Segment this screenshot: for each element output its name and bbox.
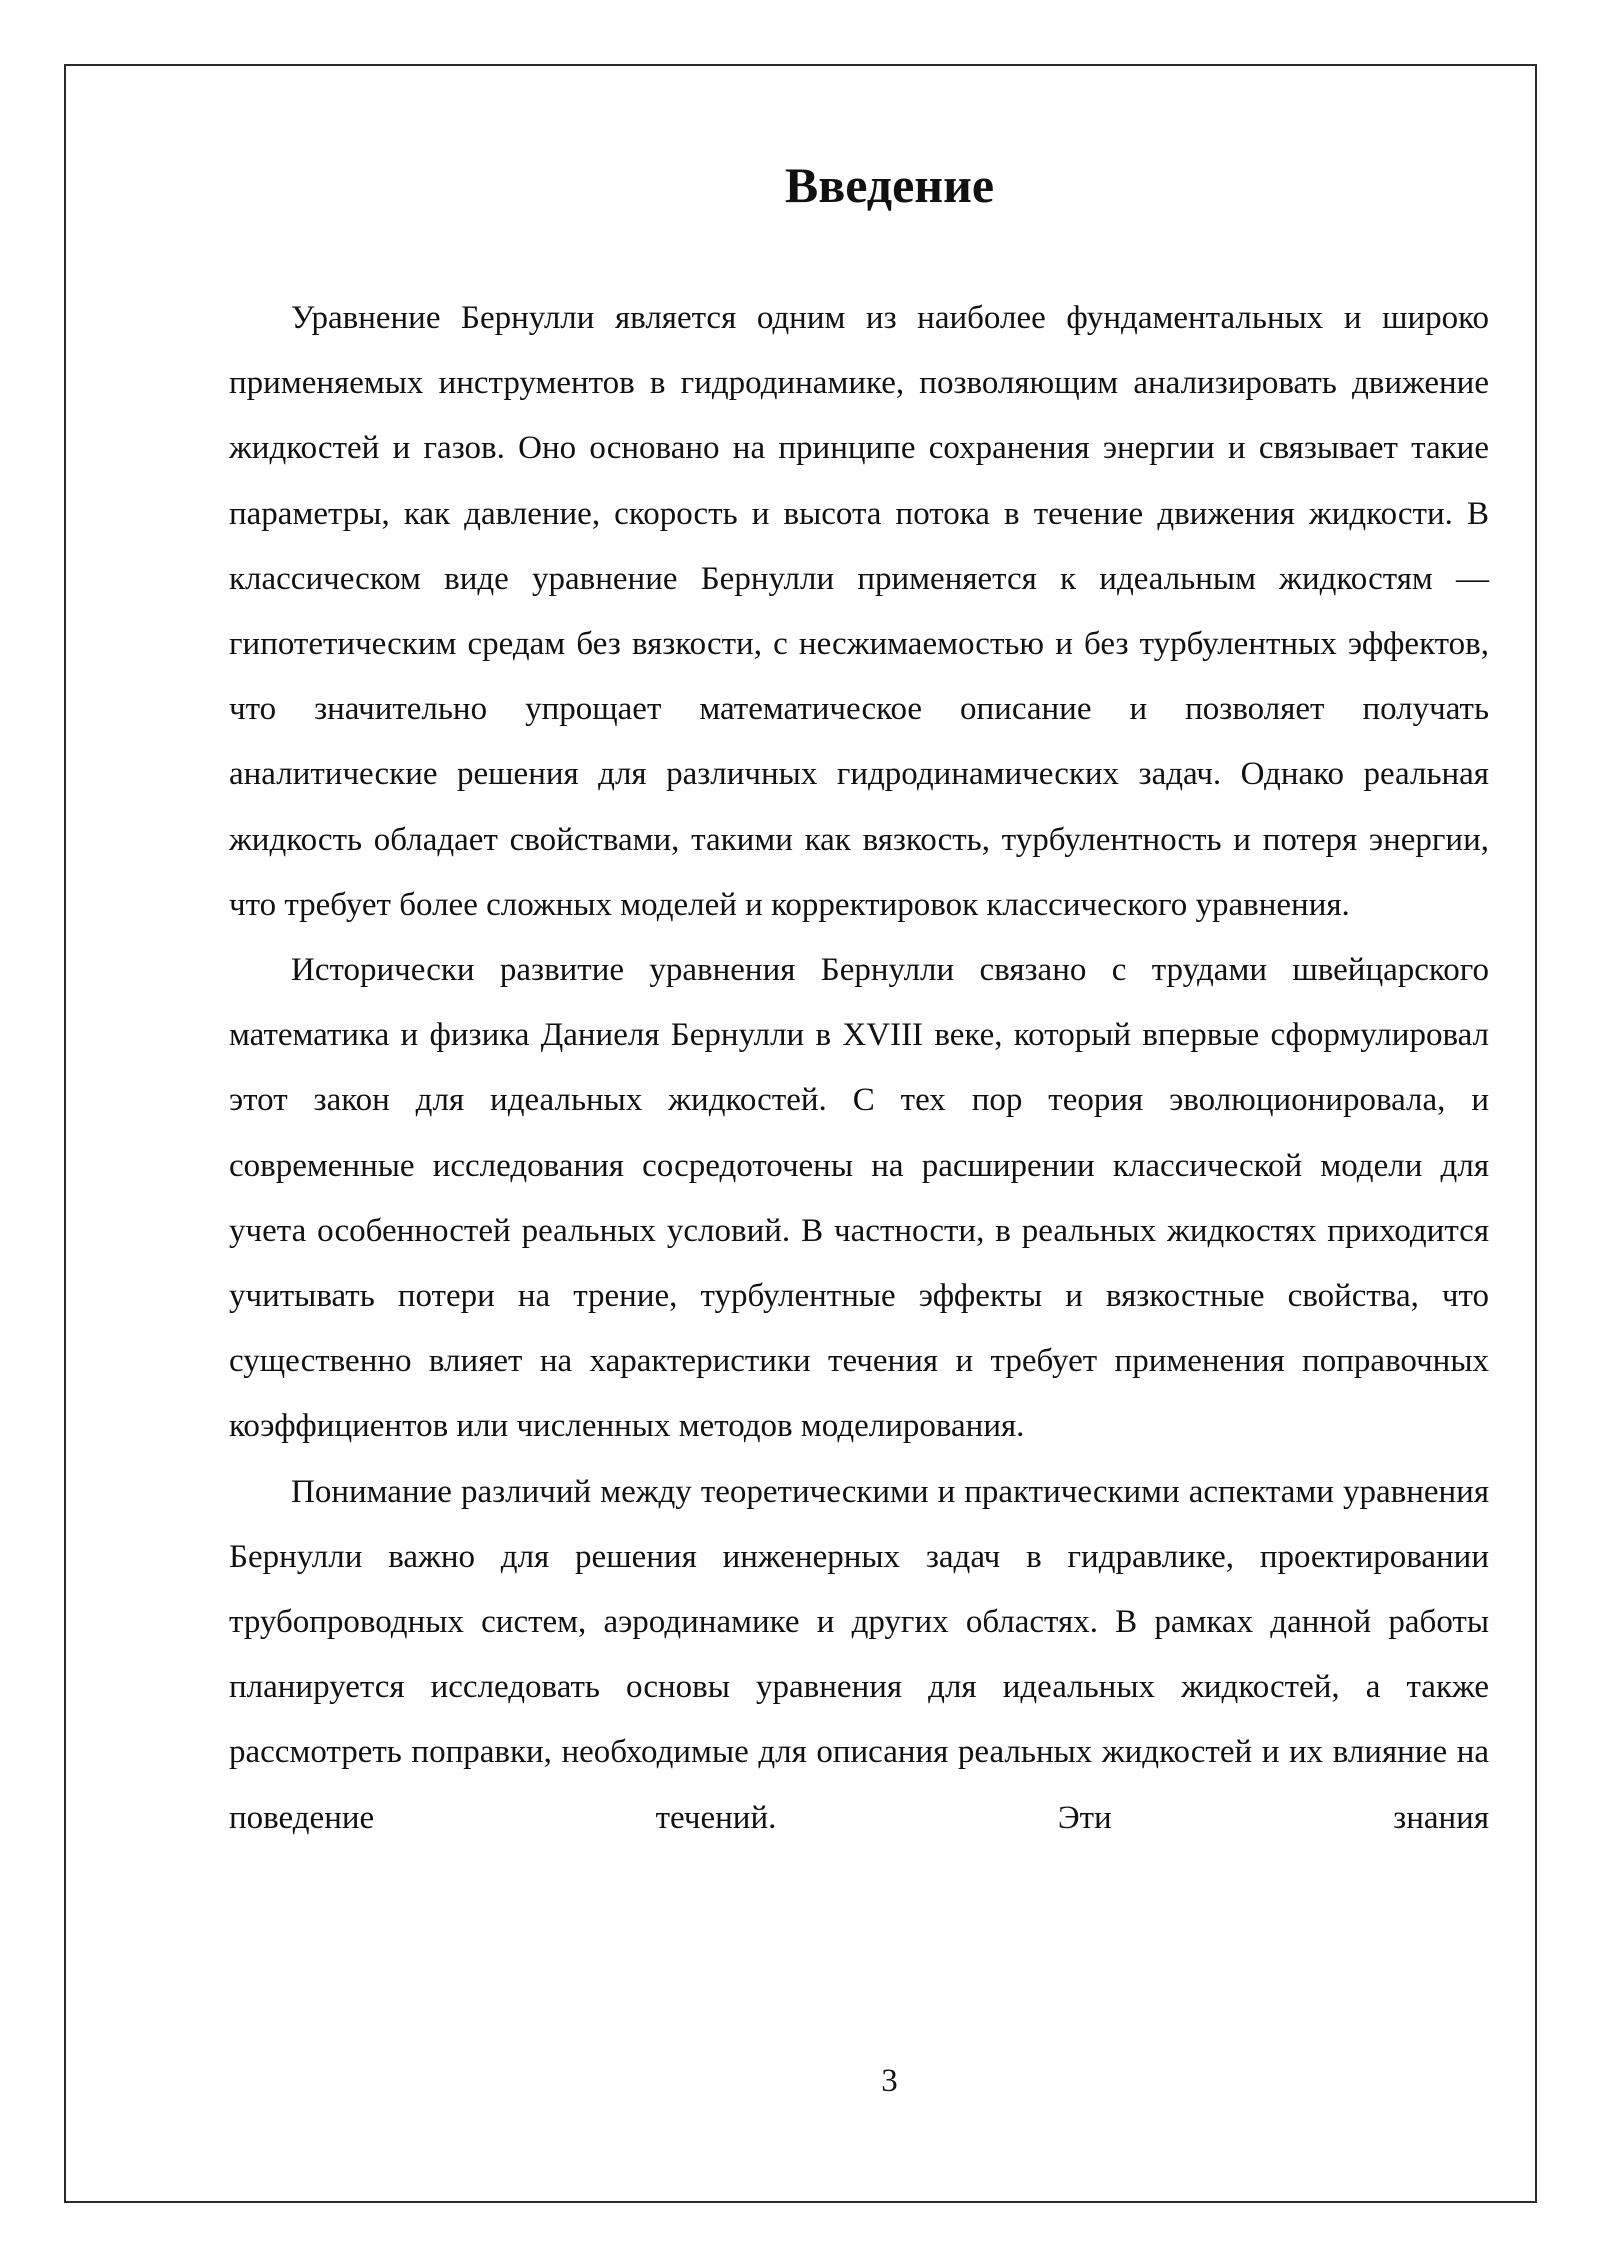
paragraph-2: Исторически развитие уравнения Бернулли связано с трудами швейцарского математика и физика Даниеля Бернулли в XVIII веке, который впервые сформулировал этот закон для идеальных жидкостей. С тех пор теория эволюционировала, и современные исследования сосредоточены на расширении классической модели для учета особенностей реальных условий. В частности, в реальных жидкостях приходится учитывать потери на трение, турбулентные эффекты и вязкостные свойства, что существенно влияет на характеристики течения и требует применения поправочных коэффициентов или численных методов моделирования.: [229, 952, 1489, 1445]
paragraph-1: Уравнение Бернулли является одним из наиболее фундаментальных и широко применяемых инструментов в гидродинамике, позволяющим анализировать движение жидкостей и газов. Оно основано на принципе сохранения энергии и связывает такие параметры, как давление, скорость и высота потока в течение движения жидкости. В классическом виде уравнение Бернулли применяется к идеальным жидкостям — гипотетическим средам без вязкости, с несжимаемостью и без турбулентных эффектов, что значительно упрощает математическое описание и позволяет получать аналитические решения для различных гидродинамических задач. Однако реальная жидкость обладает свойствами, такими как вязкость, турбулентность и потеря энергии, что требует более сложных моделей и корректировок классического уравнения.: [229, 300, 1489, 923]
page-title: Введение: [784, 157, 995, 213]
paragraph-3: Понимание различий между теоретическими и практическими аспектами уравнения Бернулли важно для решения инженерных задач в гидравлике, проектировании трубопроводных систем, аэродинамике и других областях. В рамках данной работы планируется исследовать основы уравнения для идеальных жидкостей, а также рассмотреть поправки, необходимые для описания реальных жидкостей и их влияние на поведение течений. Эти знания: [229, 1473, 1489, 1836]
page-number: 3: [881, 2063, 898, 2099]
document-body: [229, 286, 1489, 1851]
